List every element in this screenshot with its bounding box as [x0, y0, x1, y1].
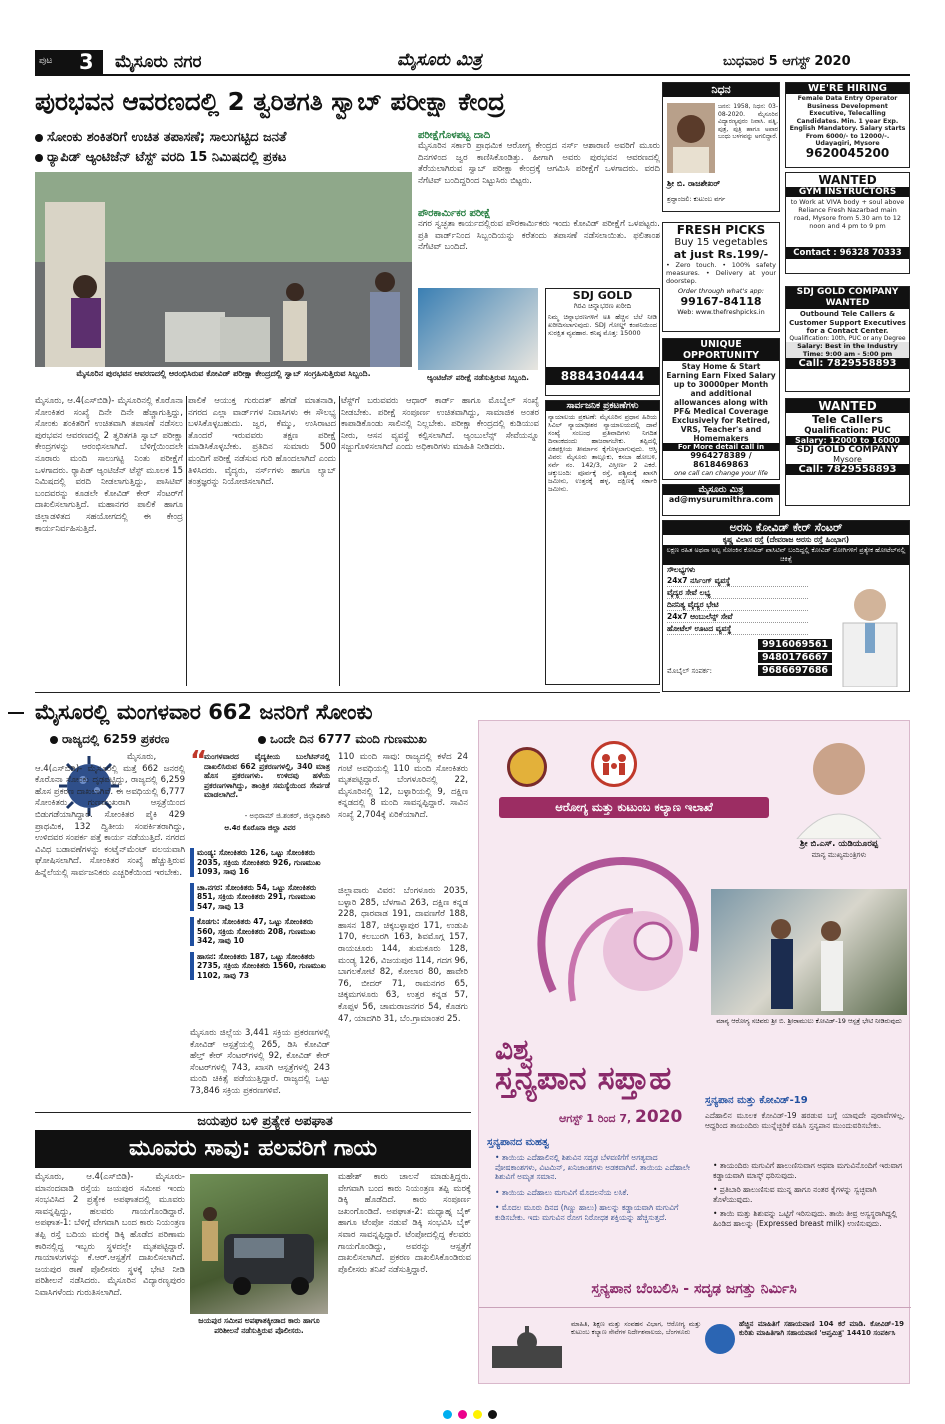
- ad-covid-care-center: [662, 520, 910, 692]
- section-title: ಮೈಸೂರು ನಗರ: [115, 52, 202, 72]
- covid-sub-2: [258, 732, 427, 747]
- classifieds-body: ನ್ಯಾಯಾಲಯ ಪ್ರಕಟಣೆ: ಮೈಸೂರಿನ ಪ್ರಧಾನ ಹಿರಿಯ ಸಿವಿಲ್ ನ್ಯಾಯಾಧೀಶರ ನ್ಯಾಯಾಲಯದಲ್ಲಿ ದಾವೆ ಸಂಖ್ಯೆ ಸಂಬಂಧ ಪ್ರತಿವಾದಿಗಳು ನಿಗದಿತ ದಿನಾಂಕದಂದು ಹಾಜರಾಗಬೇಕು. ತಪ್ಪಿದಲ್ಲಿ ಏಕಪಕ್ಷೀಯ ತೀರ್ಮಾನ ಕೈಗೊಳ್ಳಲಾಗುವುದು. ಆಸ್ತಿ ವಿವರ: ಮೈಸೂರು ತಾಲ್ಲೂಕು, ಕಸಬಾ ಹೋಬಳಿ, ಸರ್ವೆ ನಂ. 142/3, ವಿಸ್ತೀರ್ಣ 2 ಎಕರೆ. ಚಕ್ಕುಬಂದಿ: ಪೂರ್ವಕ್ಕೆ ರಸ್ತೆ, ಪಶ್ಚಿಮಕ್ಕೆ ಖಾಸಗಿ ಜಮೀನು, ಉತ್ತರಕ್ಕೆ ಹಳ್ಳ, ದಕ್ಷಿಣಕ್ಕೆ ಸರ್ಕಾರಿ ಜಮೀನು.: [548, 413, 657, 493]
- ad-hiring-title: WE'RE HIRING: [786, 83, 909, 94]
- accident-kicker: ಜಯಪುರ ಬಳಿ ಪ್ರತ್ಯೇಕ ಅಪಘಾತ: [197, 1114, 333, 1129]
- bullet-icon: [50, 736, 58, 744]
- ad-hiring-body: Female Data Entry Operator Business Development Executive, Telecalling Candidates. Min. 1 year Exp. English Mandatory. Salary starts From 6000/- to 12000/-. Udayagiri, Mysore: [789, 95, 906, 146]
- lead-photo-swab-center: [35, 172, 412, 367]
- page-header: [35, 48, 910, 76]
- gov-title-line2: ಸ್ತನ್ಯಪಾನ ಸಪ್ತಾಹ: [495, 1059, 672, 1097]
- lead-bullet-1-text: ಸೋಂಕು ಶಂಕಿತರಿಗೆ ಉಚಿತ ತಪಾಸಣೆ; ಸಾಲುಗಟ್ಟಿದ ಜನತೆ: [47, 130, 287, 145]
- gov-footer: [479, 1307, 911, 1385]
- care-facility-list: [663, 575, 808, 635]
- care-phone-number: 9916069561: [758, 639, 832, 650]
- health-dept-logo-icon: [591, 741, 637, 787]
- ad-tele-company: SDJ GOLD COMPANY: [796, 445, 899, 455]
- covid-quote-box: [190, 746, 330, 846]
- cm-name: ಶ್ರೀ ಬಿ.ಎಸ್. ಯಡಿಯೂರಪ್ಪ: [800, 839, 878, 849]
- lead-body-col3: ಟೆಸ್ಟ್‌ಗೆ ಬರುವವರು ಆಧಾರ್ ಕಾರ್ಡ್ ಹಾಗೂ ಮೊಬೈಲ್ ಸಂಖ್ಯೆ ನೀಡಬೇಕು. ಪರೀಕ್ಷೆ ಸಂಪೂರ್ಣ ಉಚಿತವಾಗಿದ್ದು, ಸಾಮಾಜಿಕ ಅಂತರ ಕಾಪಾಡಿಕೊಂಡು ಸಾಲಿನಲ್ಲಿ ನಿಲ್ಲಬೇಕು. ಪರೀಕ್ಷಾ ಕೇಂದ್ರದಲ್ಲಿ ಕುಡಿಯುವ ನೀರು, ಆಸನ ವ್ಯವಸ್ಥೆ ಕಲ್ಪಿಸಲಾಗಿದೆ. ಆ್ಯಂಬುಲೆನ್ಸ್ ಸೇವೆಯನ್ನೂ ಸಜ್ಜುಗೊಳಿಸಲಾಗಿದೆ ಎಂದು ಅಧಿಕಾರಿಗಳು ಮಾಹಿತಿ ನೀಡಿದರು.: [341, 396, 539, 453]
- print-registration-marks: [440, 1404, 500, 1423]
- ad-tele-title: WANTED: [786, 399, 909, 413]
- lead-photo-caption: ಮೈಸೂರಿನ ಪುರಭವನ ಆವರಣದಲ್ಲಿ ಆರಂಭಿಸಿರುವ ಕೋವಿಡ್ ಪರೀಕ್ಷಾ ಕೇಂದ್ರದಲ್ಲಿ ಸ್ವಾಬ್ ಸಂಗ್ರಹಿಸುತ್ತಿರುವ ಸಿಬ್ಬಂದಿ.: [76, 369, 371, 378]
- page-number: 3: [79, 50, 94, 74]
- gov-footer-left: ಮಾಹಿತಿ, ಶಿಕ್ಷಣ ಮತ್ತು ಸಂವಹನ ವಿಭಾಗ, ಆರೋಗ್ಯ ಮತ್ತು ಕುಟುಂಬ ಕಲ್ಯಾಣ ಸೇವೆಗಳ ನಿರ್ದೇಶನಾಲಯ, ಬೆಂಗಳೂರು: [571, 1320, 701, 1336]
- issue-date: ಬುಧವಾರ 5 ಆಗಸ್ಟ್ 2020: [723, 54, 851, 69]
- lead-photo-antigen-caption: ಆ್ಯಂಟಿಜೆನ್ ಪರೀಕ್ಷೆ ನಡೆಸುತ್ತಿರುವ ಸಿಬ್ಬಂದಿ.: [426, 373, 530, 382]
- care-facilities-title: ಸೌಲಭ್ಯಗಳು: [667, 565, 696, 574]
- accident-headline-bar: [35, 1130, 471, 1168]
- bullet-icon: [35, 134, 43, 142]
- lead-bullet-2: [35, 150, 415, 165]
- subbox-workers: [418, 208, 660, 286]
- lead-body-col2: ಪಾಲಿಕೆ ಆಯುಕ್ತ ಗುರುದತ್ ಹೆಗಡೆ ಮಾತನಾಡಿ, ನಗರದ ಎಲ್ಲಾ ವಾರ್ಡ್‌ಗಳ ನಿವಾಸಿಗಳು ಈ ಸೌಲಭ್ಯ ಬಳಸಿಕೊಳ್ಳಬಹುದು. ಜ್ವರ, ಕೆಮ್ಮು, ಉಸಿರಾಟದ ತೊಂದರೆ ಇರುವವರು ತಕ್ಷಣ ಪರೀಕ್ಷೆ ಮಾಡಿಸಿಕೊಳ್ಳಬೇಕು. ಪ್ರತಿದಿನ ಸುಮಾರು 500 ಮಂದಿಗೆ ಪರೀಕ್ಷೆ ನಡೆಸುವ ಗುರಿ ಹೊಂದಲಾಗಿದೆ ಎಂದು ತಿಳಿಸಿದರು. ವೈದ್ಯರು, ನರ್ಸ್‌ಗಳು ಹಾಗೂ ಲ್ಯಾಬ್ ತಂತ್ರಜ್ಞರನ್ನು ನಿಯೋಜಿಸಲಾಗಿದೆ.: [188, 396, 336, 488]
- care-phone-list: [758, 639, 832, 678]
- section-rule: [35, 1112, 471, 1113]
- cm-portrait-illustration: [777, 729, 897, 839]
- gov-right-heading: ಸ್ತನ್ಯಪಾನ ಮತ್ತು ಕೋವಿಡ್-19: [705, 1095, 808, 1106]
- vidhana-soudha-icon: [487, 1322, 567, 1372]
- covid-sub-1: [50, 732, 169, 747]
- ad-fresh-web: Web: www.thefreshpicks.in: [677, 308, 765, 316]
- ad-tele-qual: Qualification: PUC: [804, 426, 891, 436]
- obituary: [662, 82, 780, 212]
- district-stat: ಚಾ.ನಗರ: ಸೋಂಕಿತರು 54, ಒಟ್ಟು ಸೋಂಕಿತರು 851, ಸಕ್ರಿಯ ಸೋಂಕಿತರು 291, ಗುಣಮುಖ 547, ಸಾವು 13: [190, 883, 330, 912]
- page-number-box: [35, 50, 103, 74]
- lead-photo-antigen: [418, 288, 538, 370]
- care-title: ಅರಸು ಕೋವಿಡ್ ಕೇರ್ ಸೆಂಟರ್: [663, 521, 909, 535]
- gov-left-point: • ತಾಯಿಯ ಎದೆಹಾಲಿನಲ್ಲಿ ಶಿಶುವಿನ ಸದೃಢ ಬೆಳವಣಿಗೆಗೆ ಅಗತ್ಯವಾದ ಪೋಷಕಾಂಶಗಳು, ವಿಟಮಿನ್, ಖನಿಜಾಂಶಗಳು ಅಡಕವಾಗಿವೆ. ತಾಯಿಯ ಎದೆಹಾಲೇ ಶಿಶುವಿಗೆ ಅಮೃತ ಸಮಾನ.: [495, 1153, 691, 1181]
- accident-headline: ಮೂವರು ಸಾವು: ಹಲವರಿಗೆ ಗಾಯ: [128, 1136, 378, 1161]
- ad-mm-email: ad@mysurumithra.com: [668, 495, 774, 504]
- district-stat: ಮಂಡ್ಯ: ಸೋಂಕಿತರು 126, ಒಟ್ಟು ಸೋಂಕಿತರು 2035, ಸಕ್ರಿಯ ಸೋಂಕಿತರು 926, ಗುಣಮುಖ 1093, ಸಾವು 16: [190, 848, 330, 877]
- ad-sdj-gold-title: SDJ GOLD: [572, 289, 633, 302]
- care-note: ಲಕ್ಷಣ ರಹಿತ ಅಥವಾ ಅಲ್ಪ ಸೋಂಕಿನ ಕೋವಿಡ್ ಪಾಸಿಟಿವ್ ಬಂದಿದ್ದಲ್ಲಿ ಕೋವಿಡ್ ರೋಗಿಗಳಿಗೆ ಪ್ರತ್ಯೇಕ ಹೋಟೆಲ್‌ನಲ್ಲಿ ಚಿಕಿತ್ಸೆ: [663, 545, 909, 565]
- family-icon: [594, 744, 634, 784]
- care-facility-item: ವೈದ್ಯರ ಸೇವೆ ಲಭ್ಯ: [667, 587, 808, 599]
- covid-quote-date: ಆ.4ರ ಕೊರೊನಾ ಜಿಲ್ಲಾ ವಿವರ: [224, 824, 296, 832]
- accident-body-col3: ಮಹೇಶ್ ಕಾರು ಚಾಲನೆ ಮಾಡುತ್ತಿದ್ದರು. ವೇಗವಾಗಿ ಬಂದ ಕಾರು ನಿಯಂತ್ರಣ ತಪ್ಪಿ ಮರಕ್ಕೆ ಡಿಕ್ಕಿ ಹೊಡೆದಿದೆ. ಕಾರು ಸಂಪೂರ್ಣ ಜಖಂಗೊಂಡಿದೆ. ಅಪಘಾತ-2: ಮಧ್ಯಾಹ್ನ ಬೈಕ್ ಹಾಗೂ ಟೆಂಪೋ ನಡುವೆ ಡಿಕ್ಕಿ ಸಂಭವಿಸಿ ಬೈಕ್ ಸವಾರ ಸಾವನ್ನಪ್ಪಿದ್ದಾರೆ. ಟೆಂಪೋದಲ್ಲಿದ್ದ ಕೆಲವರು ಗಾಯಗೊಂಡಿದ್ದು, ಅವರನ್ನು ಆಸ್ಪತ್ರೆಗೆ ದಾಖಲಿಸಲಾಗಿದೆ. ಪ್ರಕರಣ ದಾಖಲಿಸಿಕೊಂಡಿರುವ ಪೊಲೀಸರು ತನಿಖೆ ನಡೆಸುತ್ತಿದ್ದಾರೆ.: [338, 1172, 471, 1275]
- gov-right-point: • ತಾಯಂದಿರು ಮಗುವಿಗೆ ಹಾಲುಣಿಸುವಾಗ ಅಥವಾ ಮಗುವಿನೊಂದಿಗೆ ಇರುವಾಗ ಕಡ್ಡಾಯವಾಗಿ ಮಾಸ್ಕ್ ಧರಿಸುವುದು.: [713, 1161, 903, 1180]
- quote-mark-icon: “: [190, 746, 208, 776]
- gov-year: 2020: [635, 1107, 683, 1127]
- covid-body-col2b: ಮೈಸೂರು ಜಿಲ್ಲೆಯ 3,441 ಸಕ್ರಿಯ ಪ್ರಕರಣಗಳಲ್ಲಿ ಕೋವಿಡ್ ಆಸ್ಪತ್ರೆಯಲ್ಲಿ 265, ಡಿಸಿ ಕೋವಿಡ್ ಹೆಲ್ತ್ ಕೇರ್ ಸೆಂಟರ್‌ಗಳಲ್ಲಿ 92, ಕೋವಿಡ್ ಕೇರ್ ಸೆಂಟರ್‌ಗಳಲ್ಲಿ 743, ಖಾಸಗಿ ಆಸ್ಪತ್ರೆಗಳಲ್ಲಿ 243 ಮಂದಿ ಚಿಕಿತ್ಸೆ ಪಡೆಯುತ್ತಿದ್ದಾರೆ. ರಾಜ್ಯದಲ್ಲಿ ಒಟ್ಟು 73,846 ಸಕ್ರಿಯ ಪ್ರಕರಣಗಳಿವೆ.: [190, 1028, 330, 1096]
- subbox-workers-title: ಪೌರಕಾರ್ಮಿಕರ ಪರೀಕ್ಷೆ: [418, 208, 491, 219]
- ad-fresh-points: • Zero touch. • 100% safety measures. • Delivery at your doorstep.: [666, 261, 776, 285]
- gov-slogan: ಸ್ತನ್ಯಪಾನ ಬೆಂಬಲಿಸಿ - ಸದೃಢ ಜಗತ್ತು ನಿರ್ಮಿಸಿ: [591, 1281, 797, 1297]
- gov-dept-name: ಆರೋಗ್ಯ ಮತ್ತು ಕುಟುಂಬ ಕಲ್ಯಾಣ ಇಲಾಖೆ: [499, 797, 769, 818]
- ad-gym-title: WANTED: [818, 173, 877, 187]
- obituary-footer: ಶ್ರದ್ಧಾಂಜಲಿ: ಕುಟುಂಬ ವರ್ಗ: [667, 195, 726, 203]
- covid-body-col1: ಮೈಸೂರು, ಆ.4(ಎಸ್‌ಬಿಡಿ)- ಮೈಸೂರಲ್ಲಿ ಮತ್ತೆ 662 ಜನರಲ್ಲಿ ಕೊರೊನಾ ಸೋಂಕು ದೃಢಪಟ್ಟಿದ್ದು, ರಾಜ್ಯದಲ್ಲಿ 6,259 ಹೊಸ ಪ್ರಕರಣ ದಾಖಲಾಗಿವೆ. ಈ ಅವಧಿಯಲ್ಲಿ 6,777 ಸೋಂಕಿತರು ಗುಣಮುಖರಾಗಿ ಆಸ್ಪತ್ರೆಯಿಂದ ಬಿಡುಗಡೆಯಾಗಿದ್ದಾರೆ. ಸೋಂಕಿತರ ಪೈಕಿ 429 ಪ್ರಾಥಮಿಕ, 132 ದ್ವಿತೀಯ ಸಂಪರ್ಕಿತರಾಗಿದ್ದು, ಉಳಿದವರ ಸಂಪರ್ಕ ಪತ್ತೆ ಕಾರ್ಯ ನಡೆಯುತ್ತಿದೆ. ನಗರದ ವಿವಿಧ ಬಡಾವಣೆಗಳನ್ನು ಕಂಟೈನ್‌ಮೆಂಟ್ ವಲಯವಾಗಿ ಘೋಷಿಸಲಾಗಿದೆ. ಸೋಂಕಿತರ ಸಂಖ್ಯೆ ಹೆಚ್ಚುತ್ತಿರುವ ಹಿನ್ನೆಲೆಯಲ್ಲಿ ಸಾರ್ವಜನಿಕರು ಎಚ್ಚರಿಕೆಯಿಂದ ಇರಬೇಕು.: [35, 752, 185, 878]
- separator-dash: [8, 712, 24, 714]
- ad-tele-salary: Salary: 12000 to 16000: [786, 436, 909, 445]
- bullet-icon: [258, 736, 266, 744]
- ad-sdj-wanted-body: Outbound Tele Callers & Customer Support Executives for a Contact Center.: [789, 310, 906, 335]
- district-stat: ಕೊಡಗು: ಸೋಂಕಿತರು 47, ಒಟ್ಟು ಸೋಂಕಿತರು 560, ಸಕ್ರಿಯ ಸೋಂಕಿತರು 208, ಗುಣಮುಖ 342, ಸಾವು 10: [190, 917, 330, 946]
- ad-fresh-order: Order through what's app:: [677, 287, 765, 295]
- accident-caption: ಜಯಪುರ ಸಮೀಪ ಅಪಘಾತಕ್ಕೀಡಾದ ಕಾರು ಹಾಗೂ ಪರಿಶೀಲನೆ ನಡೆಸುತ್ತಿರುವ ಪೊಲೀಸರು.: [198, 1316, 320, 1335]
- ad-sdj-gold-phone: 8884304444: [546, 367, 659, 385]
- ad-sdj-gold-sub: ಗಿರವಿ ಚಿನ್ನಾಭರಣ ಖರೀದಿ: [573, 302, 632, 310]
- care-facility-item: ಹೋಟೆಲ್ ಊಟದ ವ್ಯವಸ್ಥೆ: [667, 623, 808, 635]
- ad-fresh-line1: Buy 15 vegetables: [674, 237, 768, 248]
- subbox-nurse-text: ಮೈಸೂರಿನ ಸರ್ಕಾರಿ ಪ್ರಾಥಮಿಕ ಆರೋಗ್ಯ ಕೇಂದ್ರದ ನರ್ಸ್ ಆಶಾರಾಣಿ ಅವರಿಗೆ ಮೂರು ದಿನಗಳಿಂದ ಜ್ವರ ಕಾಣಿಸಿಕೊಂಡಿತ್ತು. ಹೀಗಾಗಿ ಅವರು ಪುರಭವನ ಆವರಣದಲ್ಲಿ ತೆರೆಯಲಾಗಿರುವ ಸ್ವಾಬ್ ಪರೀಕ್ಷಾ ಕೇಂದ್ರಕ್ಕೆ ಆಗಮಿಸಿ ಪರೀಕ್ಷೆಗೆ ಒಳಗಾದರು. ವರದಿ ನೆಗೆಟಿವ್ ಬಂದಿದ್ದರಿಂದ ನಿಟ್ಟುಸಿರು ಬಿಟ್ಟರು.: [418, 141, 660, 186]
- ad-tele-city: Mysore: [833, 455, 862, 464]
- accident-photo: [190, 1174, 328, 1314]
- car-wreck-illustration: [190, 1174, 328, 1314]
- ad-gym-contact: Contact : 96328 70333: [786, 247, 909, 259]
- column-rule: [186, 396, 187, 686]
- ad-unique-title: UNIQUE OPPORTUNITY: [663, 339, 779, 361]
- gov-breastfeeding-ad: [478, 720, 910, 1384]
- gov-right-intro: ಎದೆಹಾಲಿನ ಮೂಲಕ ಕೋವಿಡ್-19 ಹರಡುವ ಬಗ್ಗೆ ಯಾವುದೇ ಪುರಾವೆಗಳಿಲ್ಲ. ಆದ್ದರಿಂದ ತಾಯಂದಿರು ಮುನ್ನೆಚ್ಚರಿಕೆ ವಹಿಸಿ ಸ್ತನ್ಯಪಾನ ಮುಂದುವರಿಸಬೇಕು.: [705, 1111, 905, 1130]
- ad-tele-sub: Tele Callers: [811, 413, 884, 426]
- bullet-icon: [35, 154, 43, 162]
- ad-hiring: [785, 82, 910, 168]
- ad-unique-more: For More detail call in: [663, 443, 779, 451]
- ad-sdj-wanted-call: Call: 7829558893: [786, 358, 909, 369]
- doctor-photo: [833, 577, 907, 687]
- gov-left-points: [487, 1153, 697, 1228]
- lead-body-col1: ಮೈಸೂರು, ಆ.4(ಎಸ್‌ಬಿಡಿ)- ಮೈಸೂರಿನಲ್ಲಿ ಕೊರೊನಾ ಸೋಂಕಿತರ ಸಂಖ್ಯೆ ದಿನೇ ದಿನೇ ಹೆಚ್ಚಾಗುತ್ತಿದ್ದು, ಸೋಂಕು ಶಂಕಿತರಿಗೆ ಉಚಿತವಾಗಿ ತಪಾಸಣೆ ನಡೆಸಲು ಪುರಭವನ ಆವರಣದಲ್ಲಿ 2 ತ್ವರಿತಗತಿ ಸ್ವಾಬ್ ಪರೀಕ್ಷಾ ಕೇಂದ್ರಗಳನ್ನು ಆರಂಭಿಸಲಾಗಿದೆ. ಬೆಳಿಗ್ಗೆಯಿಂದಲೇ ನೂರಾರು ಮಂದಿ ಸಾಲುಗಟ್ಟಿ ನಿಂತು ಪರೀಕ್ಷೆಗೆ ಒಳಗಾದರು. ರ್‍ಯಾಪಿಡ್ ಆ್ಯಂಟಿಜೆನ್ ಟೆಸ್ಟ್ ಮೂಲಕ 15 ನಿಮಿಷದಲ್ಲಿ ವರದಿ ನೀಡಲಾಗುತ್ತಿದ್ದು, ಪಾಸಿಟಿವ್ ಬಂದವರನ್ನು ಕೂಡಲೇ ಕೋವಿಡ್ ಕೇರ್ ಸೆಂಟರ್‌ಗೆ ದಾಖಲಿಸಲಾಗುತ್ತಿದೆ. ಮಹಾನಗರ ಪಾಲಿಕೆ ಹಾಗೂ ಜಿಲ್ಲಾಡಳಿತದ ಸಹಯೋಗದಲ್ಲಿ ಈ ಕೇಂದ್ರ ಕಾರ್ಯನಿರ್ವಹಿಸುತ್ತಿದೆ.: [35, 396, 183, 534]
- lead-headline: ಪುರಭವನ ಆವರಣದಲ್ಲಿ 2 ತ್ವರಿತಗತಿ ಸ್ವಾಬ್ ಪರೀಕ್ಷಾ ಕೇಂದ್ರ: [35, 87, 506, 116]
- doctor-icon: [833, 577, 907, 687]
- covid-body-col3b: ಜಿಲ್ಲಾವಾರು ವಿವರ: ಬೆಂಗಳೂರು 2035, ಬಳ್ಳಾರಿ 285, ಬೆಳಗಾವಿ 263, ದಕ್ಷಿಣ ಕನ್ನಡ 228, ಧಾರವಾಡ 191, ದಾವಣಗೆರೆ 188, ಹಾಸನ 187, ಚಿಕ್ಕಬಳ್ಳಾಪುರ 171, ಉಡುಪಿ 170, ಕಲಬುರಗಿ 163, ಶಿವಮೊಗ್ಗ 157, ರಾಯಚೂರು 144, ತುಮಕೂರು 128, ಮಂಡ್ಯ 126, ವಿಜಯಪುರ 114, ಗದಗ 96, ಬಾಗಲಕೋಟೆ 82, ಕೋಲಾರ 80, ಹಾವೇರಿ 76, ಬೀದರ್ 71, ರಾಮನಗರ 65, ಚಿಕ್ಕಮಗಳೂರು 63, ಉತ್ತರ ಕನ್ನಡ 57, ಕೊಪ್ಪಳ 56, ಚಾಮರಾಜನಗರ 54, ಕೊಡಗು 47, ಯಾದಗಿರಿ 31, ಬೆಂ.ಗ್ರಾಮಾಂತರ 25.: [338, 886, 468, 1024]
- ad-unique-opportunity: [662, 338, 780, 480]
- ad-unique-body: Stay Home & Start Earning Earn Fixed Salary up to 30000per Month and additional allowances along with PF& Medical Coverage Exclusively for Retired, VRS, Teacher's and Homemakers: [666, 362, 776, 443]
- obituary-text: ಜನನ: 1958, ನಿಧನ: 03-08-2020. ಮೈಸೂರಿನ ವಿದ್ಯಾರಣ್ಯಪುರಂ ನಿವಾಸಿ. ಪತ್ನಿ, ಪುತ್ರ, ಪುತ್ರಿ ಹಾಗೂ ಅಪಾರ ಬಂಧು ಬಳಗವನ್ನು ಅಗಲಿದ್ದಾರೆ.: [718, 103, 778, 140]
- gov-left-point: • ಮೊದಲ ಮೂರು ದಿನದ (ಗಿಣ್ಣು ಹಾಲು) ಹಾಲನ್ನು ಕಡ್ಡಾಯವಾಗಿ ಮಗುವಿಗೆ ಕುಡಿಸಬೇಕು. ಇದು ಮಗುವಿನ ರೋಗ ನಿರೋಧಕ ಶಕ್ತಿಯನ್ನು ಹೆಚ್ಚಿಸುತ್ತದೆ.: [495, 1203, 679, 1222]
- gov-right-point: • ಪ್ರತಿಬಾರಿ ಹಾಲುಣಿಸುವ ಮುನ್ನ ಹಾಗೂ ನಂತರ ಕೈಗಳನ್ನು ಸ್ವಚ್ಛವಾಗಿ ತೊಳೆಯುವುದು.: [713, 1185, 877, 1204]
- care-phone-number: 9686697686: [758, 665, 832, 676]
- ad-fresh-phone: 99167-84118: [680, 295, 762, 308]
- gov-left-point: • ತಾಯಿಯ ಎದೆಹಾಲು ಮಗುವಿಗೆ ಮೊದಲನೆಯ ಲಸಿಕೆ.: [495, 1187, 629, 1197]
- ad-sdj-wanted-salary: Salary: Best in the Industry Time: 9:00 am - 5:00 pm: [786, 342, 909, 358]
- ad-fresh-picks: [662, 222, 780, 332]
- karnataka-emblem-icon: [507, 747, 547, 787]
- covid-body-col3a: 110 ಮಂದಿ ಸಾವು: ರಾಜ್ಯದಲ್ಲಿ ಕಳೆದ 24 ಗಂಟೆ ಅವಧಿಯಲ್ಲಿ 110 ಮಂದಿ ಸೋಂಕಿತರು ಮೃತಪಟ್ಟಿದ್ದಾರೆ. ಬೆಂಗಳೂರಿನಲ್ಲಿ 22, ಮೈಸೂರಿನಲ್ಲಿ 12, ಬಳ್ಳಾರಿಯಲ್ಲಿ 9, ದಕ್ಷಿಣ ಕನ್ನಡದಲ್ಲಿ 8 ಮಂದಿ ಸಾವನ್ನಪ್ಪಿದ್ದಾರೆ. ಸಾವಿನ ಸಂಖ್ಯೆ 2,704ಕ್ಕೆ ಏರಿಕೆಯಾಗಿದೆ.: [338, 752, 468, 820]
- minister-visit-illustration: [711, 889, 907, 1015]
- district-list: [190, 848, 330, 1028]
- gov-dates-text: ಆಗಸ್ಟ್ 1 ರಿಂದ 7,: [559, 1112, 632, 1125]
- ad-sdj-wanted: [785, 286, 910, 392]
- mother-child-illustration: [513, 841, 733, 1011]
- ad-gym-body: to Work at VIVA body + soul above Reliance Fresh Nazarbad main road, Mysore from 5.30 am to 12 noon and 4 pm to 9 pm: [790, 198, 905, 230]
- obituary-title: ನಿಧನ: [663, 83, 779, 97]
- care-sub: ಕೃಷ್ಣ ವಿಲಾಸ ರಸ್ತೆ (ದೇವರಾಜ ಅರಸು ರಸ್ತೆ ಹಿಂಭಾಗ): [722, 535, 850, 544]
- masthead: ಮೈಸೂರು ಮಿತ್ರ: [397, 50, 482, 70]
- gov-footer-right: ಹೆಚ್ಚಿನ ಮಾಹಿತಿಗೆ ಸಹಾಯವಾಣಿ 104 ಕರೆ ಮಾಡಿ. ಕೋವಿಡ್-19 ಕುರಿತು ಮಾಹಿತಿಗಾಗಿ ಸಹಾಯವಾಣಿ 'ಆಪ್ತಮಿತ್ರ' 14410 ಸಂಪರ್ಕಿಸಿ: [739, 1320, 904, 1337]
- column-rule: [339, 396, 340, 686]
- ad-hiring-phone: 9620045200: [805, 146, 890, 160]
- ad-sdj-wanted-qual: Qualification: 10th, PUC or any Degree: [789, 335, 906, 342]
- care-facility-item: 24x7 ನರ್ಸಿಂಗ್ ವ್ಯವಸ್ಥೆ: [667, 575, 808, 587]
- classifieds-title: ಸಾರ್ವಜನಿಕ ಪ್ರಕಟಣೆಗಳು: [546, 401, 659, 411]
- helpline-icon: [705, 1324, 735, 1354]
- care-phone-label: ಮೊಬೈಲ್ ಸಂಪರ್ಕ:: [667, 667, 712, 675]
- ad-gym: [785, 172, 910, 274]
- subbox-nurse: [418, 130, 660, 204]
- lead-bullet-2-text: ರ್‍ಯಾಪಿಡ್ ಆ್ಯಂಟಿಜೆನ್ ಟೆಸ್ಟ್ ವರದಿ 15 ನಿಮಿಷದಲ್ಲಿ ಪ್ರಕಟ: [47, 150, 287, 165]
- care-phone-number: 9480176667: [758, 652, 832, 663]
- ad-sdj-gold-body: ನಿಮ್ಮ ಚಿನ್ನಾಭರಣಗಳಿಗೆ ಅತಿ ಹೆಚ್ಚಿನ ಬೆಲೆ ನೀಡಿ ಖರೀದಿಸಲಾಗುವುದು. SDJ ಗೋಲ್ಡ್ ಕಂಪನಿಯಿಂದ ಸುರಕ್ಷಿತ ವ್ಯವಹಾರ. ಕನಿಷ್ಠ ಮೊತ್ತ: 15000: [548, 313, 657, 337]
- section-rule: [35, 692, 660, 693]
- ad-mysuru-mithra: [662, 484, 780, 516]
- ad-fresh-title: FRESH PICKS: [676, 223, 766, 237]
- subbox-workers-text: ನಗರ ಸ್ವಚ್ಛತಾ ಕಾರ್ಯದಲ್ಲಿರುವ ಪೌರಕಾರ್ಮಿಕರು ಇಂದು ಕೋವಿಡ್ ಪರೀಕ್ಷೆಗೆ ಒಳಪಟ್ಟರು. ಪ್ರತಿ ವಾರ್ಡ್‌ನಿಂದ ಸಿಬ್ಬಂದಿಯನ್ನು ಕರೆತಂದು ತಪಾಸಣೆ ನಡೆಸಲಾಯಿತು. ಫಲಿತಾಂಶ ನೆಗೆಟಿವ್ ಬಂದಿದೆ.: [418, 219, 660, 253]
- lead-bullet-1: [35, 130, 415, 145]
- ad-unique-foot: one call can change your life: [674, 469, 768, 477]
- gov-dates: [559, 1107, 682, 1127]
- minister-photo: [711, 889, 907, 1015]
- obituary-photo: [667, 103, 715, 173]
- ad-telecallers: [785, 398, 910, 506]
- gov-right-point: • ತಾಯಿ ಮತ್ತು ಶಿಶುವನ್ನು ಒಟ್ಟಿಗೆ ಇರಿಸುವುದು. ತಾಯಿ ತೀವ್ರ ಅಸ್ವಸ್ಥರಾಗಿದ್ದಲ್ಲಿ ಹಿಂಡಿದ ಹಾಲನ್ನು (Expressed breast milk) ಉಣಿಸುವುದು.: [713, 1209, 897, 1228]
- cm-portrait: [777, 729, 897, 839]
- photo-illustration: [35, 172, 412, 367]
- ad-fresh-line2: at just Rs.199/-: [673, 248, 769, 261]
- cm-title: ಮಾನ್ಯ ಮುಖ್ಯಮಂತ್ರಿಗಳು: [811, 851, 867, 859]
- district-stat: ಹಾಸನ: ಸೋಂಕಿತರು 187, ಒಟ್ಟು ಸೋಂಕಿತರು 2735, ಸಕ್ರಿಯ ಸೋಂಕಿತರು 1560, ಗುಣಮುಖ 1102, ಸಾವು 73: [190, 952, 330, 981]
- ad-sdj-gold: [545, 288, 660, 396]
- gov-right-points: [705, 1161, 905, 1233]
- page-prefix: ಪುಟ: [39, 56, 53, 66]
- care-facility-item: 24x7 ಆಂಬುಲೆನ್ಸ್ ಸೇವೆ: [667, 611, 808, 623]
- ad-gym-sub: GYM INSTRUCTORS: [786, 187, 909, 197]
- subbox-nurse-title: ಪರೀಕ್ಷೆಗೊಳಪಟ್ಟ ದಾದಿ: [418, 130, 491, 141]
- covid-quote: ಮಂಗಳವಾರದ ವೈದ್ಯಕೀಯ ಬುಲೆಟಿನ್‌ನಲ್ಲಿ ದಾಖಲಿಸಿರುವ 662 ಪ್ರಕರಣಗಳಲ್ಲಿ, 340 ಮಾತ್ರ ಹೊಸ ಪ್ರಕರಣಗಳು. ಉಳಿದವು ಹಳೆಯ ಪ್ರಕರಣಗಳಾಗಿದ್ದು, ತಾಂತ್ರಿಕ ಸಮಸ್ಯೆಯಿಂದ ಸೇರ್ಪಡೆ ಮಾಡಲಾಗಿದೆ.: [204, 752, 330, 799]
- covid-sub-1-text: ರಾಜ್ಯದಲ್ಲಿ 6259 ಪ್ರಕರಣ: [62, 732, 170, 746]
- covid-headline: ಮೈಸೂರಲ್ಲಿ ಮಂಗಳವಾರ 662 ಜನರಿಗೆ ಸೋಂಕು: [35, 700, 373, 724]
- minister-caption: ಮಾನ್ಯ ಆರೋಗ್ಯ ಸಚಿವರು ಶ್ರೀ ಬಿ. ಶ್ರೀರಾಮುಲು ಕೋವಿಡ್-19 ಆಸ್ಪತ್ರೆ ಭೇಟಿ ನೀಡಿರುವುದು: [716, 1017, 902, 1025]
- building-icon: [487, 1322, 567, 1372]
- ad-unique-phone: 9964278389 / 8618469863: [690, 451, 752, 469]
- mother-child-icon: [513, 841, 733, 1011]
- ad-mm-brand: ಮೈಸೂರು ಮಿತ್ರ: [663, 485, 779, 495]
- ad-sdj-wanted-title: SDJ GOLD COMPANY WANTED: [786, 287, 909, 309]
- classifieds: [545, 400, 660, 685]
- portrait-icon: [667, 103, 715, 173]
- covid-quote-author: - ಅಭಿರಾಮ್ ಜಿ.ಶಂಕರ್, ಜಿಲ್ಲಾಧಿಕಾರಿ: [244, 812, 330, 820]
- care-facility-item: ದಿನನಿತ್ಯ ವೈದ್ಯರ ಭೇಟಿ: [667, 599, 808, 611]
- ad-tele-call: Call: 7829558893: [786, 464, 909, 475]
- accident-body-col1: ಮೈಸೂರು, ಆ.4(ಎಸ್‌ಬಿಡಿ)- ಮೈಸೂರು-ಮಾನಂದವಾಡಿ ರಸ್ತೆಯ ಜಯಪುರ ಸಮೀಪ ಇಂದು ಸಂಭವಿಸಿದ 2 ಪ್ರತ್ಯೇಕ ಅಪಘಾತದಲ್ಲಿ ಮೂವರು ಸಾವನ್ನಪ್ಪಿದ್ದು, ಹಲವರು ಗಾಯಗೊಂಡಿದ್ದಾರೆ. ಅಪಘಾತ-1: ಬೆಳಿಗ್ಗೆ ವೇಗವಾಗಿ ಬಂದ ಕಾರು ನಿಯಂತ್ರಣ ತಪ್ಪಿ ರಸ್ತೆ ಬದಿಯ ಮರಕ್ಕೆ ಡಿಕ್ಕಿ ಹೊಡೆದ ಪರಿಣಾಮ ಕಾರಿನಲ್ಲಿದ್ದ ಇಬ್ಬರು ಸ್ಥಳದಲ್ಲೇ ಮೃತಪಟ್ಟಿದ್ದಾರೆ. ಗಾಯಾಳುಗಳನ್ನು ಕೆ.ಆರ್.ಆಸ್ಪತ್ರೆಗೆ ದಾಖಲಿಸಲಾಗಿದೆ. ಜಯಪುರ ಠಾಣೆ ಪೊಲೀಸರು ಸ್ಥಳಕ್ಕೆ ಭೇಟಿ ನೀಡಿ ಪರಿಶೀಲನೆ ನಡೆಸಿದರು. ಮೈಸೂರಿನ ವಿದ್ಯಾರಣ್ಯಪುರಂ ನಿವಾಸಿಗಳೆಂದು ಗುರುತಿಸಲಾಗಿದೆ.: [35, 1172, 185, 1298]
- gov-title-line1: ವಿಶ್ವ: [495, 1033, 534, 1066]
- covid-sub-2-text: ಒಂದೇ ದಿನ 6777 ಮಂದಿ ಗುಣಮುಖ: [270, 732, 427, 746]
- gov-left-heading: ಸ್ತನ್ಯಪಾನದ ಮಹತ್ವ: [487, 1137, 550, 1148]
- obituary-name: ಶ್ರೀ ಬಿ. ರಾಜಶೇಖರ್: [667, 179, 721, 188]
